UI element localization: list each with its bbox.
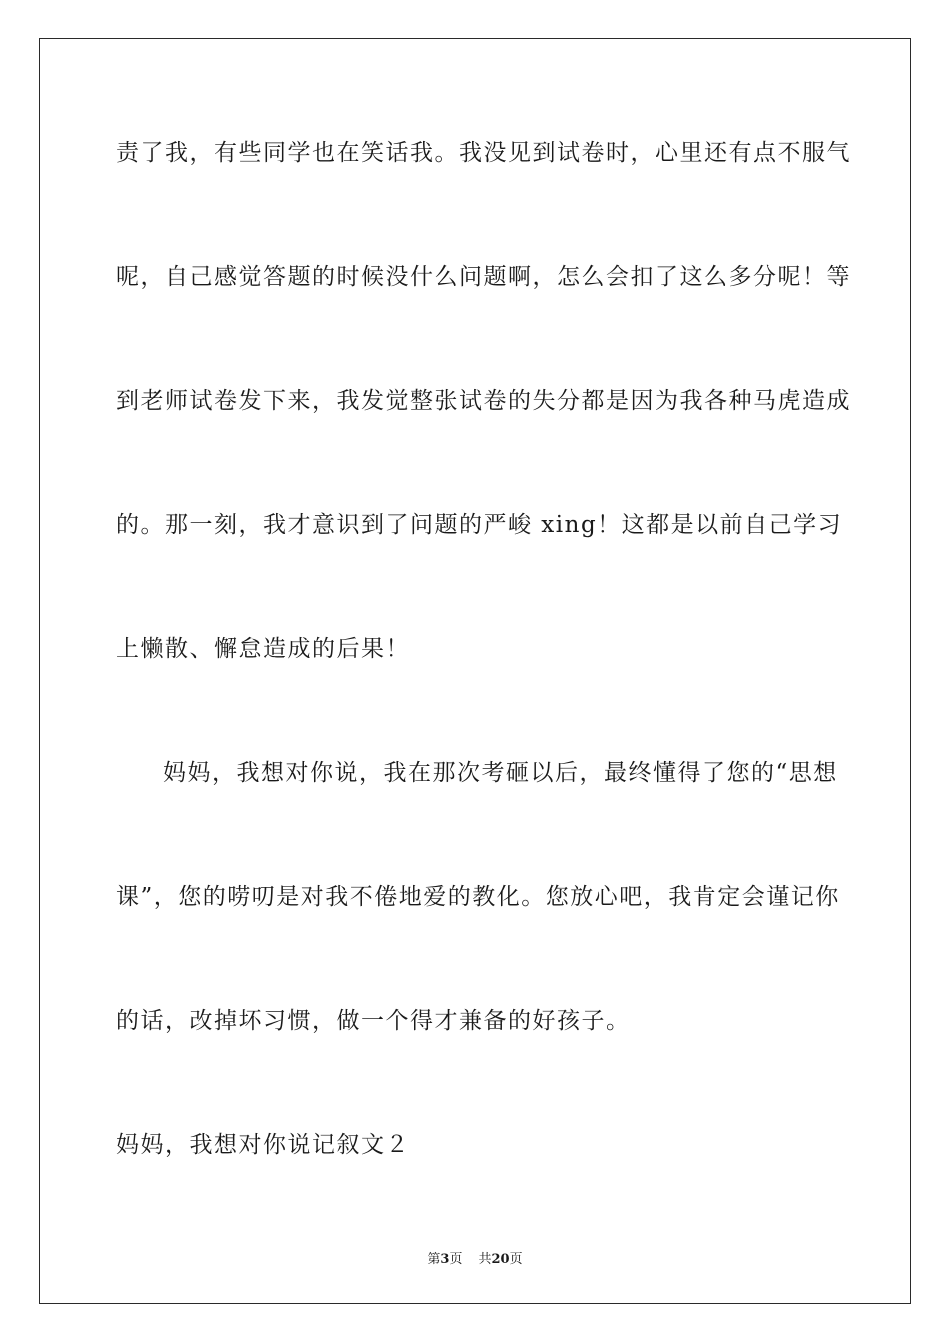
body-line-3: 到老师试卷发下来，我发觉整张试卷的失分都是因为我各种马虎造成	[116, 388, 851, 414]
footer-total-suffix: 页	[509, 1252, 523, 1267]
footer-current-page: 3	[440, 1252, 450, 1267]
body-line-8: 的话，改掉坏习惯，做一个得才兼备的好孩子。	[116, 1008, 631, 1034]
body-line-6: 妈妈，我想对你说，我在那次考砸以后，最终懂得了您的“思想	[163, 760, 838, 786]
page-border	[39, 38, 911, 1304]
body-line-5: 上懒散、懈怠造成的后果！	[116, 636, 410, 662]
body-line-7: 课”，您的唠叨是对我不倦地爱的教化。您放心吧，我肯定会谨记你	[116, 884, 840, 910]
footer-page-word: 页	[449, 1252, 463, 1267]
body-line-2: 呢，自己感觉答题的时候没什么问题啊，怎么会扣了这么多分呢！等	[116, 264, 851, 290]
body-line-1: 责了我，有些同学也在笑话我。我没见到试卷时，心里还有点不服气	[116, 140, 851, 166]
footer-total-pages: 20	[491, 1252, 510, 1267]
page-footer	[0, 1248, 950, 1267]
section-heading: 妈妈，我想对你说记叙文２	[116, 1132, 410, 1158]
footer-prefix: 第	[427, 1252, 441, 1267]
footer-total-prefix: 共	[478, 1252, 492, 1267]
body-line-4: 的。那一刻，我才意识到了问题的严峻 xing！这都是以前自己学习	[116, 512, 843, 538]
